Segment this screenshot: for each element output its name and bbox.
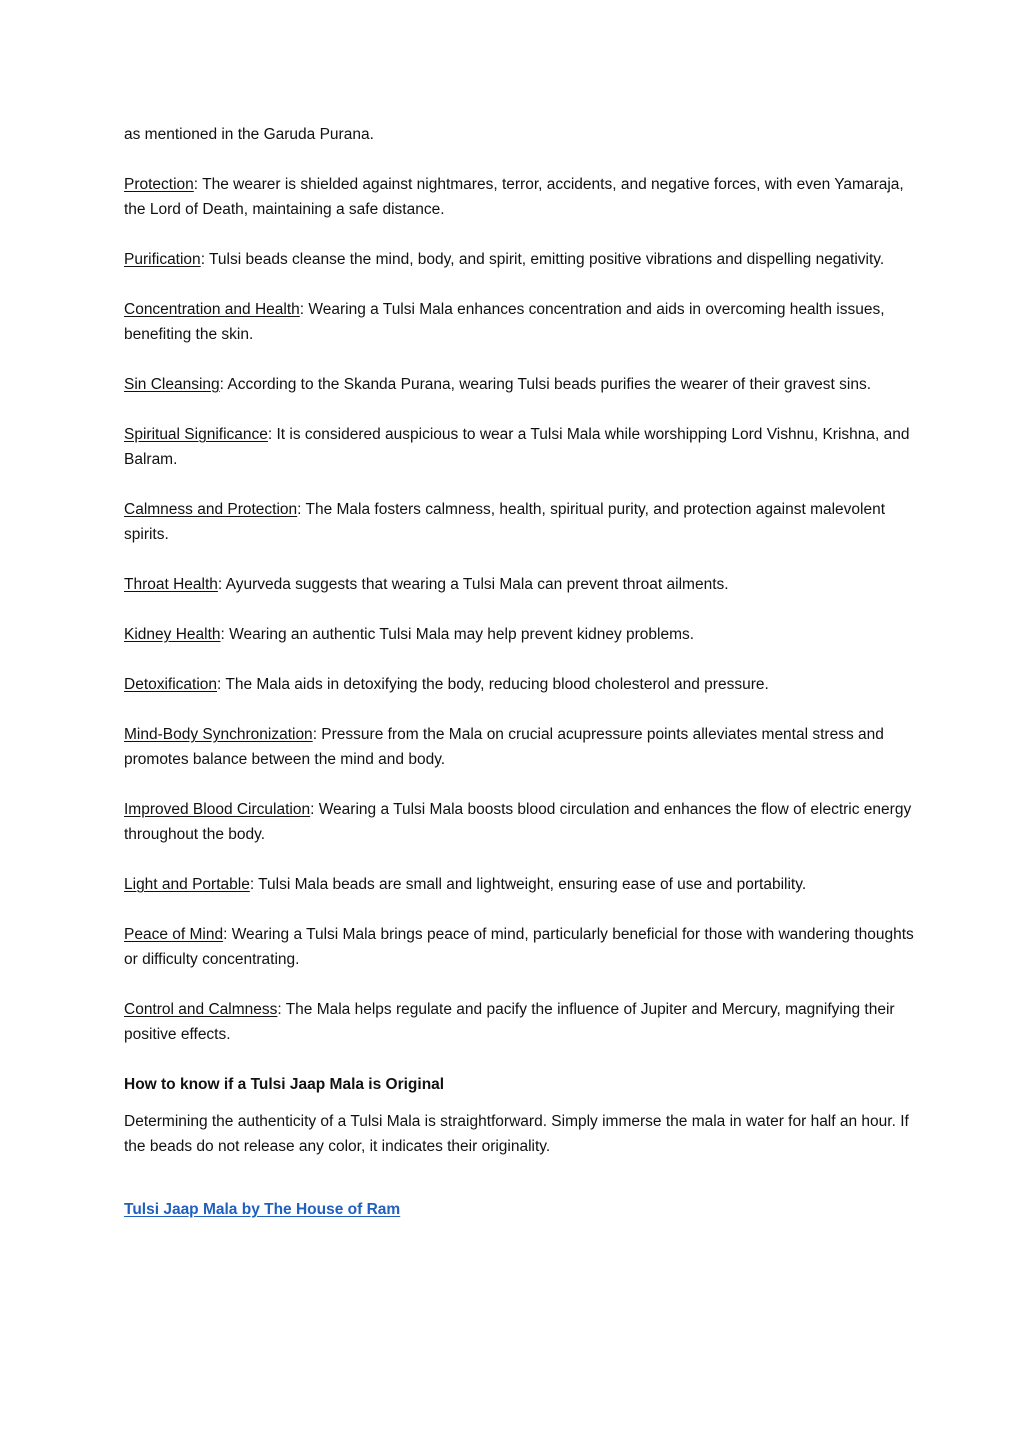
benefit-item: [124, 172, 914, 222]
benefit-item: [124, 997, 914, 1047]
benefit-item: [124, 297, 914, 347]
benefit-term: Control and Calmness: [124, 1001, 278, 1018]
benefit-text: : Pressure from the Mala on crucial acupressure points alleviates mental stress and promotes balance between the mind and body.: [124, 726, 884, 768]
benefit-item: [124, 372, 914, 397]
benefit-text: : It is considered auspicious to wear a Tulsi Mala while worshipping Lord Vishnu, Krishna, and Balram.: [124, 426, 910, 468]
benefit-item: [124, 722, 914, 772]
benefit-text: : The Mala fosters calmness, health, spiritual purity, and protection against malevolent spirits.: [124, 501, 886, 543]
benefit-term: Improved Blood Circulation: [124, 801, 311, 818]
benefit-item: [124, 922, 914, 972]
benefit-item: [124, 497, 914, 547]
section-heading: How to know if a Tulsi Jaap Mala is Original: [124, 1076, 445, 1093]
benefit-term: Mind-Body Synchronization: [124, 726, 313, 743]
document-page: [124, 122, 914, 1222]
benefit-term: Light and Portable: [124, 876, 250, 893]
benefit-text: : Tulsi Mala beads are small and lightweight, ensuring ease of use and portability.: [249, 876, 807, 893]
benefit-term: Detoxification: [124, 676, 218, 693]
benefit-text: : Ayurveda suggests that wearing a Tulsi Mala can prevent throat ailments.: [217, 576, 729, 593]
benefit-text: : According to the Skanda Purana, wearing Tulsi beads purifies the wearer of their gravest sins.: [219, 376, 872, 393]
benefit-term: Throat Health: [124, 576, 218, 593]
benefit-text: : The wearer is shielded against nightmares, terror, accidents, and negative forces, with even Yamaraja, the Lord of Death, maintaining a safe distance.: [124, 176, 904, 218]
benefit-term: Kidney Health: [124, 626, 221, 643]
benefit-text: : The Mala aids in detoxifying the body, reducing blood cholesterol and pressure.: [217, 676, 769, 693]
benefit-term: Calmness and Protection: [124, 501, 298, 518]
benefit-term: Protection: [124, 176, 194, 193]
benefit-term: Spiritual Significance: [124, 426, 268, 443]
benefit-item: [124, 572, 914, 597]
benefit-text: : Wearing a Tulsi Mala enhances concentration and aids in overcoming health issues, benefiting the skin.: [124, 301, 885, 343]
benefit-item: [124, 422, 914, 472]
intro-fragment: as mentioned in the Garuda Purana.: [124, 126, 374, 143]
section-body: Determining the authenticity of a Tulsi Mala is straightforward. Simply immerse the mala in water for half an hour. If the beads do not release any color, it indicates their originality.: [124, 1113, 909, 1155]
benefit-text: : Wearing an authentic Tulsi Mala may help prevent kidney problems.: [220, 626, 695, 643]
benefit-term: Purification: [124, 251, 201, 268]
benefit-text: : The Mala helps regulate and pacify the influence of Jupiter and Mercury, magnifying their positive effects.: [124, 1001, 895, 1043]
benefit-item: [124, 797, 914, 847]
benefit-text: : Wearing a Tulsi Mala brings peace of mind, particularly beneficial for those with wandering thoughts or difficulty concentrating.: [124, 926, 914, 968]
benefit-term: Sin Cleansing: [124, 376, 220, 393]
benefit-item: [124, 872, 914, 897]
benefit-term: Concentration and Health: [124, 301, 300, 318]
benefit-text: : Tulsi beads cleanse the mind, body, and spirit, emitting positive vibrations and dispelling negativity.: [200, 251, 885, 268]
benefit-text: : Wearing a Tulsi Mala boosts blood circulation and enhances the flow of electric energy throughout the body.: [124, 801, 912, 843]
benefit-item: [124, 622, 914, 647]
benefit-item: [124, 672, 914, 697]
product-link[interactable]: Tulsi Jaap Mala by The House of Ram: [124, 1201, 401, 1218]
benefit-item: [124, 247, 914, 272]
benefit-term: Peace of Mind: [124, 926, 224, 943]
